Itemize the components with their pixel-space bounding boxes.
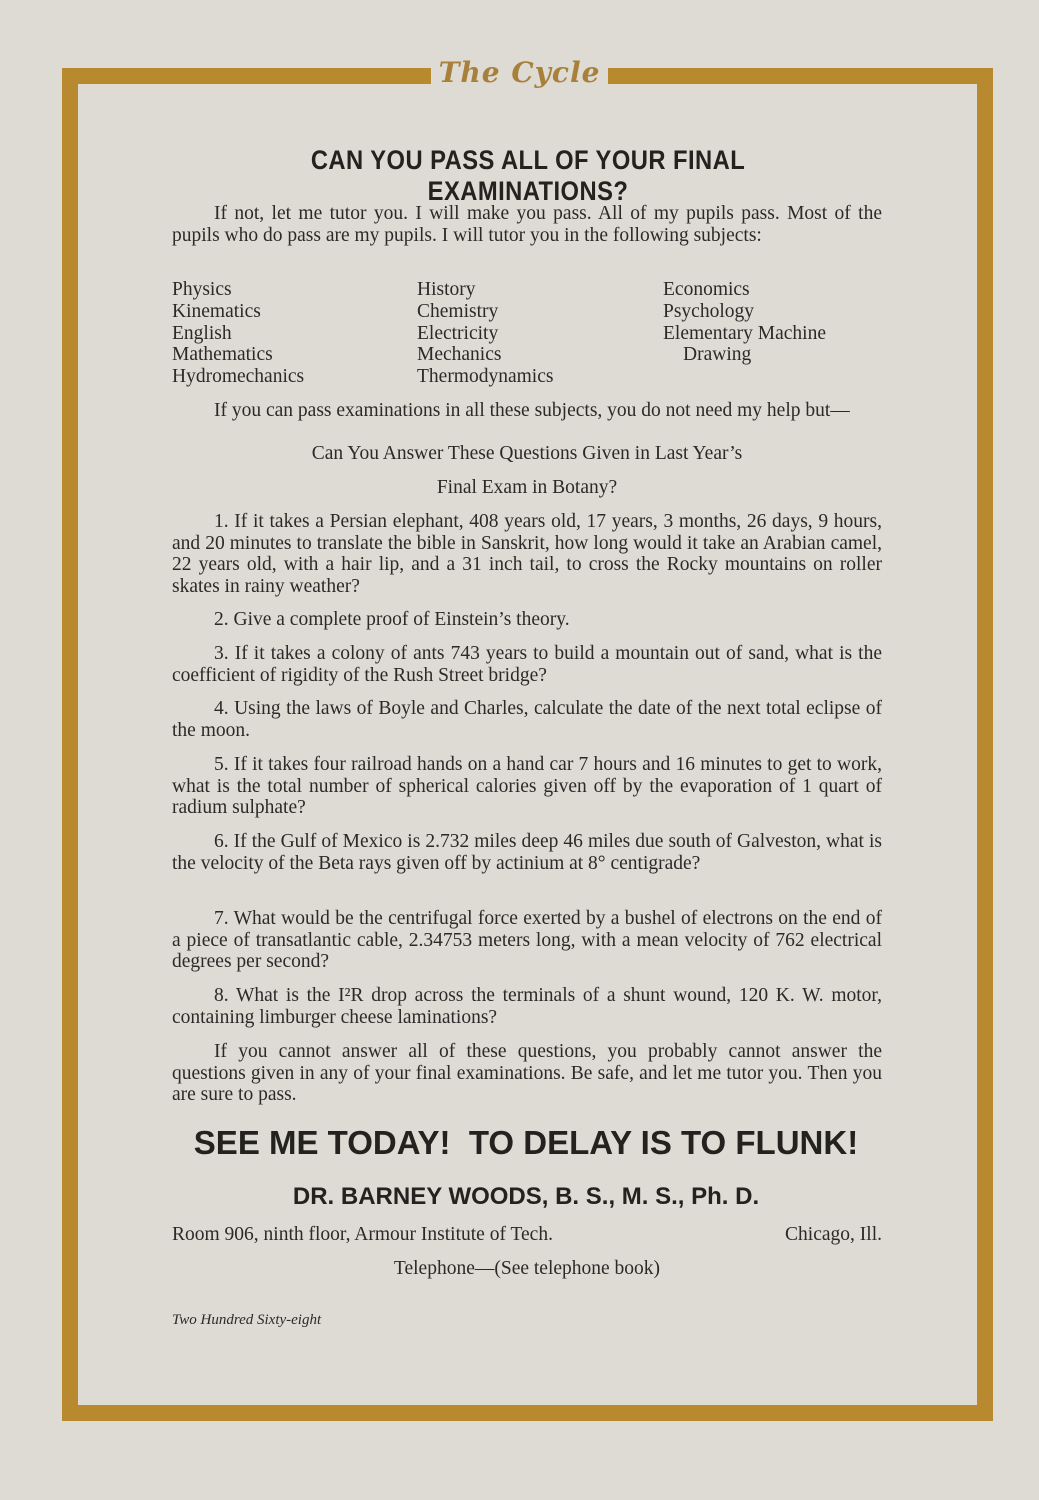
tutor-name: DR. BARNEY WOODS, B. S., M. S., Ph. D.	[292, 1183, 760, 1210]
subject: Physics	[172, 279, 232, 300]
address: Room 906, ninth floor, Armour Institute of Tech.	[172, 1224, 553, 1245]
subject: Drawing	[683, 344, 752, 366]
subject: Elementary Machine	[663, 322, 826, 344]
question-8: 8. What is the I²R drop across the terminals of a shunt wound, 120 K. W. motor, containing limburger cheese laminations?	[172, 985, 882, 1028]
gold-border-frame	[62, 68, 993, 1421]
subject: Mathematics	[172, 344, 273, 366]
page-title: CAN YOU PASS ALL OF YOUR FINAL EXAMINATIONS?	[310, 145, 746, 206]
second-paragraph: If you can pass examinations in all these subjects, you do not need my help but—	[214, 400, 850, 421]
page-folio: Two Hundred Sixty-eight	[172, 1312, 322, 1328]
subjects-column-2	[417, 279, 553, 388]
closing-paragraph: If you cannot answer all of these questions, you probably cannot answer the questions given in any of your final examinations. Be safe, and let me tutor you. Then you are sure to pass.	[172, 1041, 882, 1105]
running-header	[0, 56, 1039, 89]
question-5: 5. If it takes four railroad hands on a hand car 7 hours and 16 minutes to get to work, what is the total number of spherical calories given off by the evaporation of 1 quart of radium sulphate?	[172, 754, 882, 818]
question-6: 6. If the Gulf of Mexico is 2.732 miles deep 46 miles due south of Galveston, what is the velocity of the Beta rays given off by actinium at 8° centigrade?	[172, 831, 882, 874]
question-4: 4. Using the laws of Boyle and Charles, calculate the date of the next total eclipse of the moon.	[172, 698, 882, 741]
header-title: The Cycle	[431, 56, 609, 89]
question-1: 1. If it takes a Persian elephant, 408 years old, 17 years, 3 months, 26 days, 9 hours, and 20 minutes to translate the bible in Sanskrit, how long would it take an Arabian camel, 22 years old, with a hair lip, and a 31 inch tail, to cross the Rocky mountains on roller skates in rainy weather?	[172, 511, 882, 597]
subject: Psychology	[663, 300, 755, 322]
subheading-line-1: Can You Answer These Questions Given in Last Year’s	[311, 443, 743, 464]
subject: English	[172, 322, 232, 344]
question-3: 3. If it takes a colony of ants 743 years to build a mountain out of sand, what is the coefficient of rigidity of the Rush Street bridge?	[172, 643, 882, 686]
telephone: Telephone—(See telephone book)	[393, 1258, 661, 1279]
question-7: 7. What would be the centrifugal force exerted by a bushel of electrons on the end of a piece of transatlantic cable, 2.34753 meters long, with a mean velocity of 762 electrical degrees per second?	[172, 908, 882, 972]
subject: History	[417, 279, 476, 300]
subjects-column-3	[663, 279, 826, 366]
subject: Mechanics	[417, 344, 502, 366]
subject: Hydromechanics	[172, 366, 305, 388]
subject: Thermodynamics	[417, 366, 554, 388]
question-2: 2. Give a complete proof of Einstein’s theory.	[214, 609, 570, 630]
subject: Chemistry	[417, 300, 499, 322]
city: Chicago, Ill.	[785, 1224, 882, 1245]
subject: Electricity	[417, 322, 499, 344]
intro-paragraph: If not, let me tutor you. I will make you pass. All of my pupils pass. Most of the pupils who do pass are my pupils. I will tutor you in the following subjects:	[172, 203, 882, 246]
slogan: SEE ME TODAY! TO DELAY IS TO FLUNK!	[193, 1124, 859, 1161]
subject: Kinematics	[172, 300, 261, 322]
subject: Economics	[663, 279, 750, 300]
subheading-line-2: Final Exam in Botany?	[436, 477, 618, 498]
subjects-column-1	[172, 279, 304, 388]
